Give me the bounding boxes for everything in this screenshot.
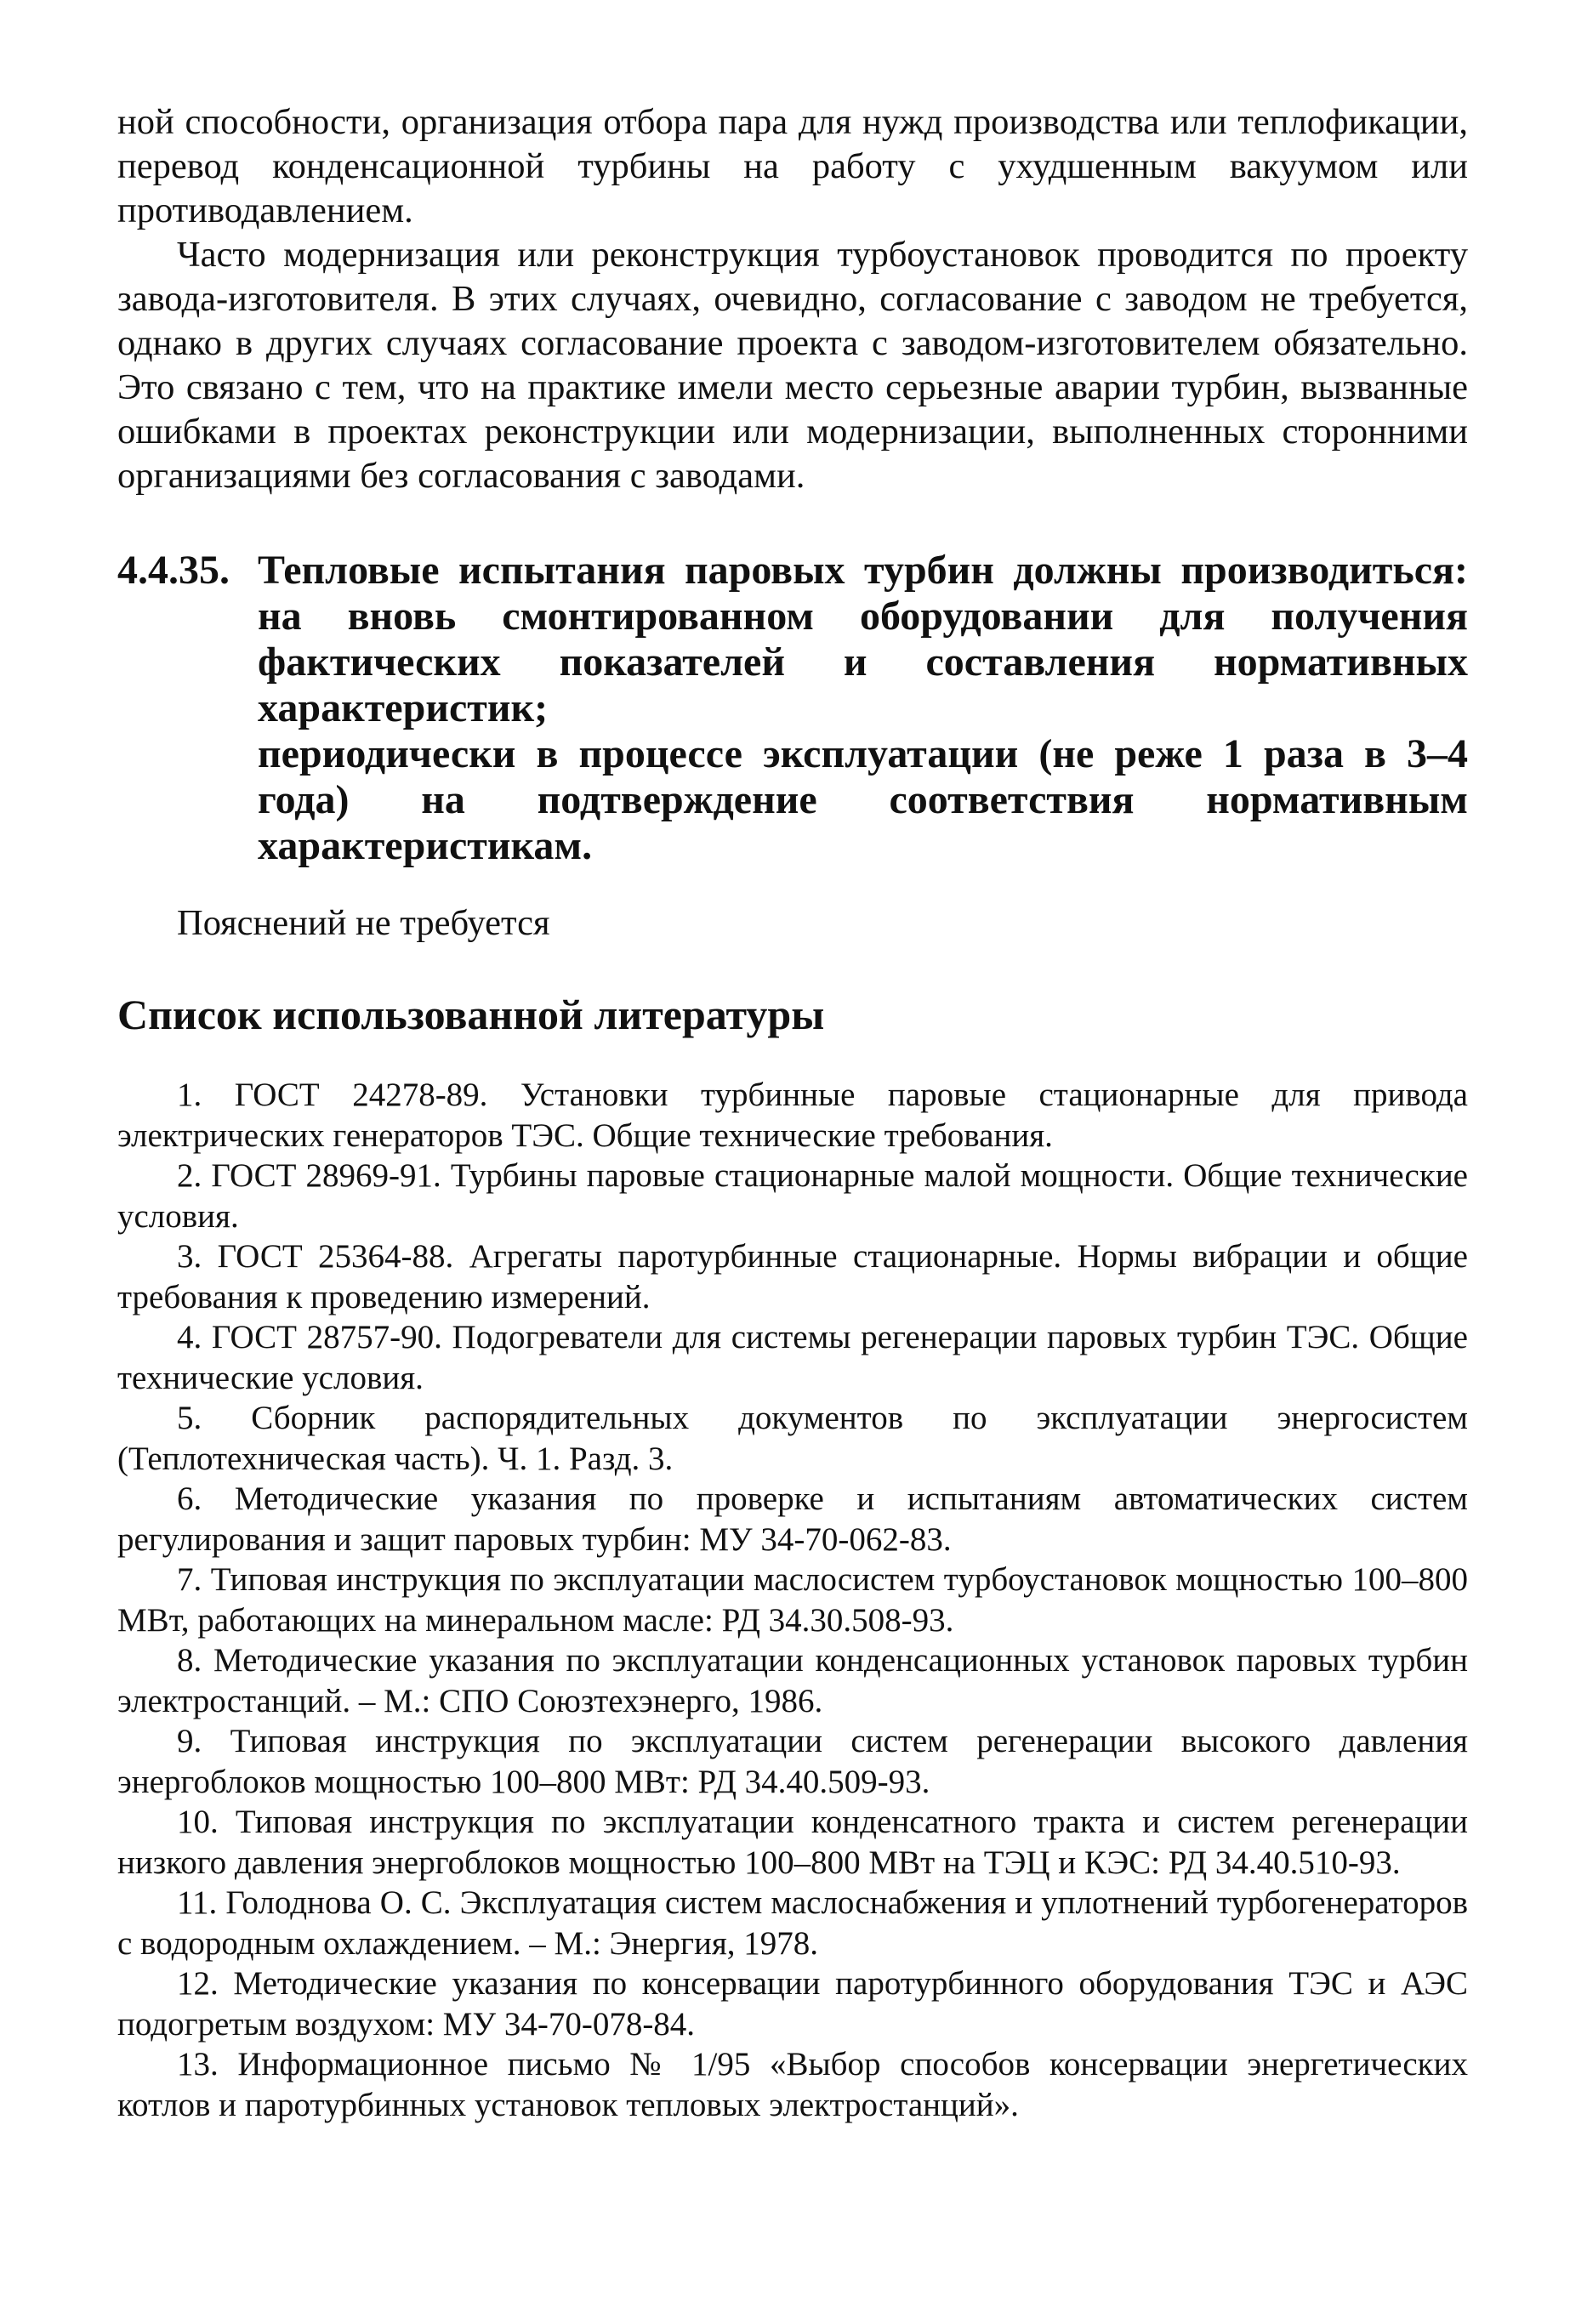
- reference-item: 4. ГОСТ 28757-90. Подогреватели для системы регенерации паровых турбин ТЭС. Общие технические условия.: [117, 1319, 1468, 1396]
- intro-paragraph-modernization: Часто модернизация или реконструкция турбоустановок проводится по проекту завода-изготовителя. В этих случаях, очевидно, согласование с заводом не требуется, однако в других случаях согласование проекта с заводом-изготовителем обязательно. Это связано с тем, что на практике имели место серьезные аварии турбин, вызванные ошибками в проектах реконструкции или модернизации, выполненных сторонними организациями без согласования с заводами.: [117, 235, 1468, 496]
- references-list: [117, 1075, 1468, 2125]
- reference-item: 9. Типовая инструкция по эксплуатации систем регенерации высокого давления энергоблоков мощностью 100–800 МВт: РД 34.40.509-93.: [117, 1723, 1468, 1800]
- reference-item: 7. Типовая инструкция по эксплуатации маслосистем турбоустановок мощностью 100–800 МВт, работающих на минеральном масле: РД 34.30.508-93.: [117, 1561, 1468, 1639]
- section-4-4-35: [117, 548, 1468, 869]
- section-heading-line-1: Тепловые испытания паровых турбин должны производиться: на вновь смонтированном оборудовании для получения фактических показателей и составления нормативных характеристик;: [258, 548, 1468, 730]
- reference-item: 5. Сборник распорядительных документов по эксплуатации энергосистем (Теплотехническая часть). Ч. 1. Разд. 3.: [117, 1400, 1468, 1477]
- reference-item: 11. Голоднова О. С. Эксплуатация систем маслоснабжения и уплотнений турбогенераторов с водородным охлаждением. – М.: Энергия, 1978.: [117, 1884, 1468, 1962]
- reference-item: 1. ГОСТ 24278-89. Установки турбинные паровые стационарные для привода электрических генераторов ТЭС. Общие технические требования.: [117, 1077, 1468, 1154]
- reference-item: 2. ГОСТ 28969-91. Турбины паровые стационарные малой мощности. Общие технические условия.: [117, 1157, 1468, 1235]
- section-note: Пояснений не требуется: [177, 903, 550, 943]
- reference-item: 8. Методические указания по эксплуатации конденсационных установок паровых турбин электростанций. – М.: СПО Союзтехэнерго, 1986.: [117, 1642, 1468, 1719]
- document-page: [117, 100, 1468, 2125]
- section-heading-line-2: периодически в процессе эксплуатации (не реже 1 раза в 3–4 года) на подтверждение соответствия нормативным характеристикам.: [258, 731, 1468, 868]
- intro-paragraph-continued: ной способности, организация отбора пара для нужд производства или теплофикации, перевод конденсационной турбины на работу с ухудшенным вакуумом или противодавлением.: [117, 102, 1468, 230]
- section-heading: [258, 548, 1468, 869]
- reference-item: 10. Типовая инструкция по эксплуатации конденсатного тракта и систем регенерации низкого давления энергоблоков мощностью 100–800 МВт на ТЭЦ и КЭС: РД 34.40.510-93.: [117, 1804, 1468, 1881]
- reference-item: 13. Информационное письмо № 1/95 «Выбор способов консервации энергетических котлов и паротурбинных установок тепловых электростанций».: [117, 2046, 1468, 2123]
- references-title: Список использованной литературы: [117, 991, 825, 1038]
- reference-item: 3. ГОСТ 25364-88. Агрегаты паротурбинные стационарные. Нормы вибрации и общие требования к проведению измерений.: [117, 1238, 1468, 1315]
- reference-item: 6. Методические указания по проверке и испытаниям автоматических систем регулирования и защит паровых турбин: МУ 34-70-062-83.: [117, 1480, 1468, 1558]
- section-number: 4.4.35.: [117, 548, 230, 593]
- reference-item: 12. Методические указания по консервации паротурбинного оборудования ТЭС и АЭС подогретым воздухом: МУ 34-70-078-84.: [117, 1965, 1468, 2043]
